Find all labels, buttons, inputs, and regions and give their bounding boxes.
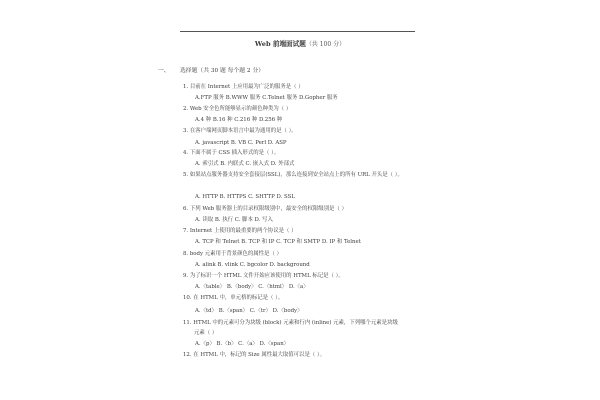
section-label: 选择题（共 30 题 每个题 2 分） bbox=[180, 68, 265, 74]
question-9-options: A.〈table〉 B.〈body〉 C.〈html〉 D.〈a〉 bbox=[195, 284, 309, 290]
question-9: 9. 为了标识一个 HTML 文件开始应该使用的 HTML 标记是（ ）。 bbox=[183, 273, 344, 279]
question-11: 11. HTML 中的元素可分为块级 (block) 元素和行内 (inline) 元素，下列哪个元素是块级 bbox=[183, 320, 398, 326]
section-heading bbox=[158, 68, 264, 75]
question-12: 12. 在 HTML 中，标记的 Size 属性最大取值可以是（ ）。 bbox=[183, 352, 326, 358]
question-1-options: A.FTP 服务 B.WWW 服务 C.Telnet 服务 D.Gopher 服务 bbox=[195, 95, 338, 101]
question-4-options: A. 索引式 B. 内联式 C. 嵌入式 D. 外部式 bbox=[195, 161, 295, 167]
question-1: 1. 目前在 Internet 上应用最为广泛的服务是（ ） bbox=[183, 84, 304, 90]
question-11-options: A.〈p〉 B.〈b〉 C.〈a〉 D.〈span〉 bbox=[195, 341, 290, 347]
question-8: 8. body 元素用于背景颜色的属性是（ ） bbox=[183, 251, 282, 257]
question-7: 7. Internet 上使用的最重要的两个协议是（ ） bbox=[183, 228, 297, 234]
question-3-options: A. javascript B. VB C. Perl D. ASP bbox=[195, 140, 287, 146]
question-7-options: A. TCP 和 Telnet B. TCP 和 IP C. TCP 和 SMTP D. IP 和 Telnet bbox=[195, 239, 361, 245]
header-rule bbox=[180, 31, 415, 32]
section-number: 一、 bbox=[158, 68, 170, 74]
question-5: 5. 如果站点服务器支持安全套接层(SSL)，那么连接到安全站点上的所有 URL 开头是（ ）。 bbox=[183, 172, 403, 178]
question-3: 3. 在客户端网页脚本语言中最为通用的是（ ）。 bbox=[183, 128, 297, 134]
title-sub: （共 100 分） bbox=[305, 41, 346, 48]
question-6: 6. 下列 Web 服务器上的目录权限级别中，最安全的权限级别是（ ） bbox=[183, 206, 347, 212]
question-8-options: A. alink B. vlink C. bgcolor D. background bbox=[195, 262, 310, 268]
document-title bbox=[0, 38, 600, 48]
question-6-options: A. 读取 B. 执行 C. 脚本 D. 写入 bbox=[195, 217, 273, 223]
question-2: 2. Web 安全色所能够显示的颜色种类为（ ） bbox=[183, 106, 292, 112]
question-4: 4. 下面不属于 CSS 插入形式的是（ ）。 bbox=[183, 150, 280, 156]
title-main: Web 前端面试题 bbox=[254, 40, 306, 48]
question-11-continued: 元素（ ） bbox=[194, 330, 218, 336]
question-10-options: A.〈td〉 B.〈span〉 C.〈tr〉 D.〈body〉 bbox=[195, 308, 303, 314]
question-10: 10. 在 HTML 中，单元格的标记是（ ）。 bbox=[183, 295, 284, 301]
question-2-options: A.4 种 B.16 种 C.216 种 D.256 种 bbox=[195, 117, 283, 123]
question-5-options: A. HTTP B. HTTPS C. SHTTP D. SSL bbox=[195, 194, 295, 200]
